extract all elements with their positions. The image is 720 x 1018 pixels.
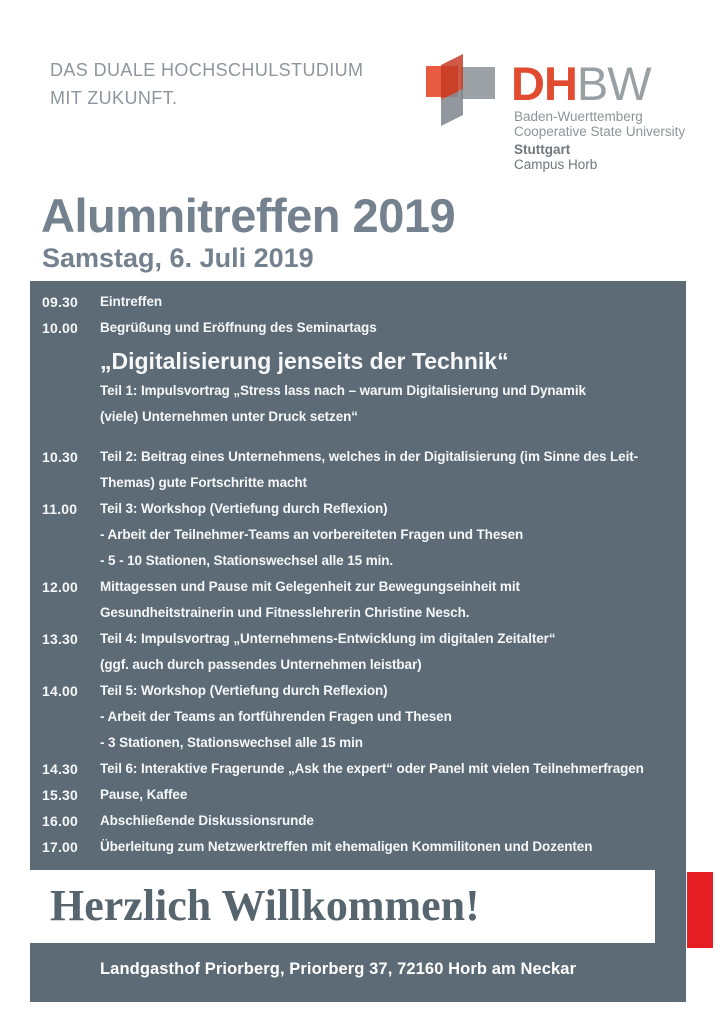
schedule-time: 16.00 [42, 813, 79, 829]
schedule-line: Gesundheitstrainerin und Fitnesslehrerin Christine Nesch. [100, 605, 470, 620]
schedule-line: Begrüßung und Eröffnung des Seminartags [100, 320, 377, 335]
schedule-line: Teil 1: Impulsvortrag „Stress lass nach – warum Digitalisierung und Dynamik [100, 383, 586, 398]
schedule-item [42, 378, 686, 430]
schedule-desc [100, 444, 686, 496]
schedule-line: Teil 6: Interaktive Fragerunde „Ask the expert“ oder Panel mit vielen Teilnehmerfragen [100, 761, 644, 776]
schedule-line: Teil 5: Workshop (Vertiefung durch Reflexion) [100, 683, 388, 698]
schedule-item [42, 289, 686, 315]
schedule-line: (ggf. auch durch passendes Unternehmen leistbar) [100, 657, 422, 672]
schedule-item [42, 756, 686, 782]
welcome-text: Herzlich Willkommen! [50, 881, 480, 930]
schedule-item [42, 782, 686, 808]
dhbw-logo-icon [426, 53, 496, 128]
schedule-line: - 5 - 10 Stationen, Stationswechsel alle 15 min. [100, 553, 394, 568]
schedule-desc [100, 496, 686, 574]
tagline-line1: DAS DUALE HOCHSCHULSTUDIUM [50, 60, 364, 80]
schedule-desc [100, 378, 686, 430]
schedule-time: 10.30 [42, 449, 79, 465]
page-title: Alumnitreffen 2019 [41, 189, 456, 242]
schedule-time: 12.00 [42, 579, 79, 595]
schedule-line: Eintreffen [100, 294, 163, 309]
schedule-time: 09.30 [42, 294, 79, 310]
schedule-line: (viele) Unternehmen unter Druck setzen“ [100, 409, 358, 424]
red-accent-block [687, 872, 713, 948]
wordmark-dh: DH [511, 57, 577, 110]
logo-location-city: Stuttgart [514, 142, 571, 157]
schedule-line: - Arbeit der Teilnehmer-Teams an vorbereiteten Fragen und Thesen [100, 527, 524, 542]
tagline [50, 56, 363, 112]
schedule-desc [100, 574, 686, 626]
schedule-item [42, 678, 686, 756]
schedule-line: Themas) gute Fortschritte macht [100, 475, 307, 490]
schedule-desc [100, 678, 686, 756]
schedule-desc [100, 315, 686, 341]
schedule-desc [100, 626, 686, 678]
logo-location-campus: Campus Horb [514, 157, 598, 172]
tagline-line2: MIT ZUKUNFT. [50, 88, 178, 108]
schedule-item [42, 444, 686, 496]
schedule-time: 15.30 [42, 787, 79, 803]
schedule-item [42, 808, 686, 834]
logo-subline1: Baden-Wuerttemberg [514, 109, 643, 124]
schedule-time: 11.00 [42, 501, 78, 517]
logo-subtitle [514, 109, 685, 139]
schedule-line: Teil 4: Impulsvortrag „Unternehmens-Entwicklung im digitalen Zeitalter“ [100, 631, 556, 646]
schedule-item [42, 315, 686, 341]
schedule-line: Mittagessen und Pause mit Gelegenheit zur Bewegungseinheit mit [100, 579, 520, 594]
logo-location [514, 142, 597, 172]
schedule-time: 13.30 [42, 631, 79, 647]
schedule-item [42, 496, 686, 574]
logo-subline2: Cooperative State University [514, 124, 686, 139]
schedule-item [42, 626, 686, 678]
schedule-theme-heading: „Digitalisierung jenseits der Technik“ [100, 348, 509, 374]
schedule-line: Überleitung zum Netzwerktreffen mit ehemaligen Kommilitonen und Dozenten [100, 839, 593, 854]
page-date: Samstag, 6. Juli 2019 [42, 243, 314, 273]
schedule-item [42, 834, 686, 860]
schedule-line: Pause, Kaffee [100, 787, 188, 802]
wordmark-bw: BW [576, 57, 651, 110]
schedule-line: Teil 2: Beitrag eines Unternehmens, welches in der Digitalisierung (im Sinne des Leit- [100, 449, 639, 464]
schedule-desc [100, 756, 686, 782]
schedule-desc [100, 808, 686, 834]
schedule-item [42, 574, 686, 626]
schedule-time: 10.00 [42, 320, 79, 336]
schedule-desc [100, 782, 686, 808]
schedule-time: 17.00 [42, 839, 79, 855]
schedule-time: 14.00 [42, 683, 79, 699]
venue-address: Landgasthof Priorberg, Priorberg 37, 72160 Horb am Neckar [100, 960, 577, 978]
schedule-desc [100, 289, 686, 315]
schedule-time: 14.30 [42, 761, 79, 777]
dhbw-wordmark [511, 57, 651, 110]
schedule-line: Teil 3: Workshop (Vertiefung durch Reflexion) [100, 501, 388, 516]
schedule-line: - Arbeit der Teams an fortführenden Fragen und Thesen [100, 709, 452, 724]
schedule-desc [100, 834, 686, 860]
schedule-line: Abschließende Diskussionsrunde [100, 813, 314, 828]
schedule-time [42, 378, 100, 430]
schedule-line: - 3 Stationen, Stationswechsel alle 15 min [100, 735, 363, 750]
